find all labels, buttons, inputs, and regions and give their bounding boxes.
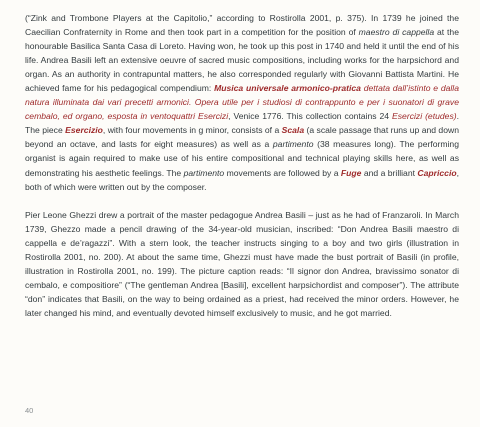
text-run: movements are followed by a [224,167,341,178]
text-run: partimento [183,167,225,178]
text-run: maestro di cappella [358,27,435,38]
text-run: (a scale passage that runs up and down beyond an octave, and lasts for eight measures) as well as a [25,125,459,150]
paragraph-basili-career [25,11,459,194]
text-run: , with four movements in g minor, consists of a [102,125,282,136]
page-number: 40 [25,406,34,415]
highlighted-term: Scala [281,125,305,136]
text-run: (“Zink and Trombone Players at the Capitolio,” according to Rostirolla 2001, p. 375). In 1739 he joined the Caecilian Confraternity in Rome and then took part in a competition for the position of [25,13,459,38]
text-run: Pier Leone Ghezzi drew a portrait of the master pedagogue Andrea Basili – just as he had of Franzaroli. In March 1739, Ghezzo made a pencil drawing of the 34-year-old musician, inscribed: “Don Andrea Basili maestro di cappella e de’ragazzi”. With a stern look, the teacher instructs singing to a boy and two girls (illustration in Rostirolla 2001, no. 200). At about the same time, Ghezzi must have made the bust portrait of Basili (in profile, illustration in Rostirolla 2001, no. 199). The picture caption reads: “Il signor don Andrea, bravissimo sonator di cembalo, e compositiore” (“The gentleman Andrea [Basili], excellent harpsichordist and composer”). The attribute “don” indicates that Basili, on the way to being ordained as a priest, had received the minor orders. However, he later changed his mind, and eventually devoted himself exclusively to music, and he got married. [25,209,459,318]
highlighted-term: dettata dall’istinto e dalla natura illuminata dai vari precetti armonici. Opera utile per i studiosi di contrappunto e per i suonatori di grave cembalo, ed organo, esposta in ventoquattri Esercizi [25,83,459,122]
text-run: , both of which were written out by the composer. [25,167,459,192]
highlighted-term: Capriccio [417,167,457,178]
text-run: and a brilliant [361,167,418,178]
highlighted-term: Esercizio [65,125,103,136]
body-text [25,11,459,320]
highlighted-term: Musica universale armonico-pratica [214,83,361,94]
highlighted-term: Esercizi (etudes) [392,111,457,122]
text-run: , Venice 1776. This collection contains 24 [228,111,393,122]
text-run: . The piece [25,111,459,136]
highlighted-term: Fuge [340,167,362,178]
paragraph-ghezzi-portrait [25,208,459,320]
text-run: (38 measures long). The performing organist is again required to make use of his entire compositional and technical playing skills here, as well as demonstrating his aesthetic feelings. The [25,139,459,178]
text-run: at the honourable Basilica Santa Casa di Loreto. Having won, he took up this post in 1740 and held it until the end of his life. Andrea Basili left an extensive oeuvre of sacred music compositions, including works for the harpsichord and organ. As an authority in contrapuntal matters, he also corresponded regularly with Giovanni Battista Martini. He achieved fame for his pedagogical compendium: [25,27,459,94]
text-run: partimento [272,139,314,150]
